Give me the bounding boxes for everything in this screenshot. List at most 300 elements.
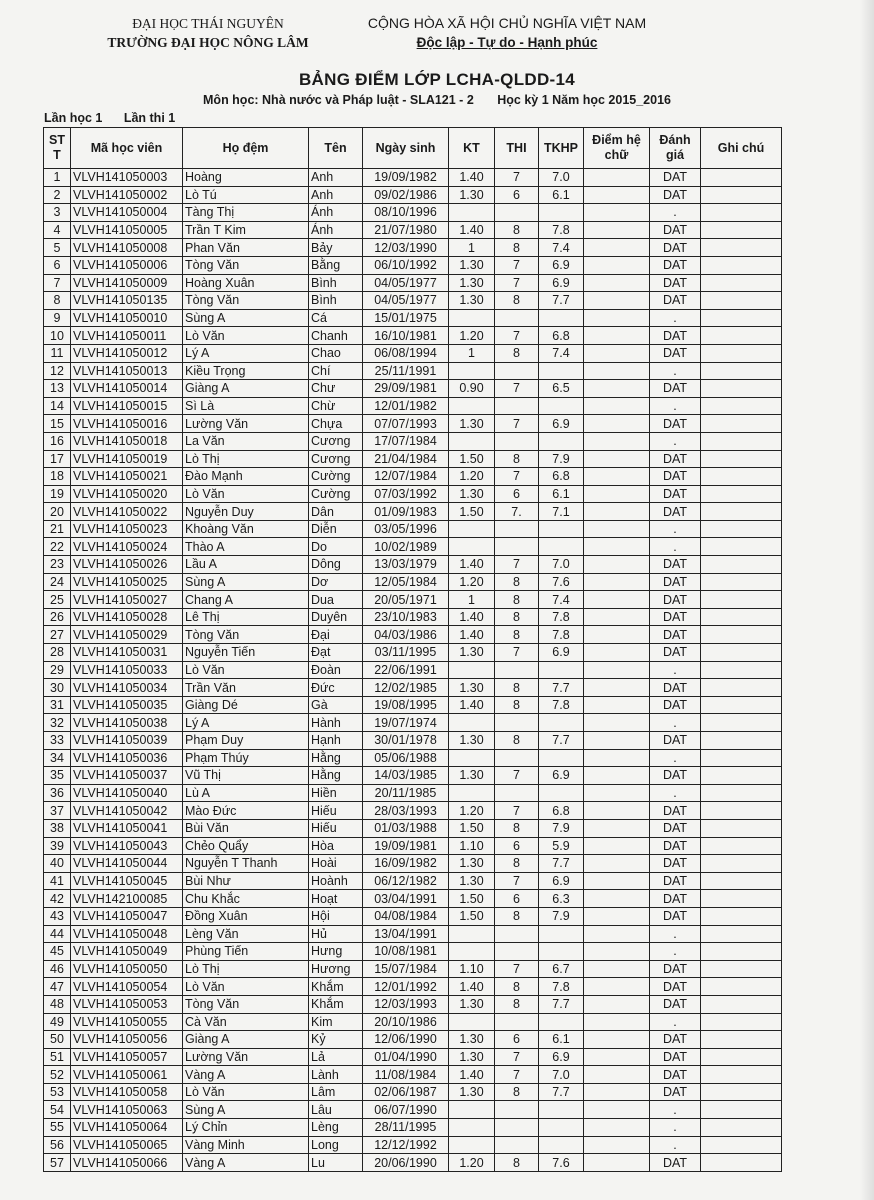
cell-thi [495, 520, 539, 538]
cell-student-id: VLVH141050029 [71, 626, 183, 644]
cell-evaluation: DAT [650, 978, 701, 996]
cell-birthdate: 19/09/1981 [363, 837, 449, 855]
cell-stt: 18 [44, 468, 71, 486]
cell-stt: 34 [44, 749, 71, 767]
cell-birthdate: 23/10/1983 [363, 608, 449, 626]
cell-birthdate: 16/09/1982 [363, 855, 449, 873]
cell-first-name: Hiền [309, 784, 363, 802]
cell-kt: 1.10 [449, 960, 495, 978]
cell-letter-grade [584, 327, 650, 345]
col-header-letter-grade: Điểm hệ chữ [584, 128, 650, 169]
cell-student-id: VLVH141050043 [71, 837, 183, 855]
cell-middle-name: Nguyễn Tiến [183, 644, 309, 662]
cell-thi: 6 [495, 1031, 539, 1049]
cell-birthdate: 01/04/1990 [363, 1048, 449, 1066]
cell-notes [701, 485, 782, 503]
cell-letter-grade [584, 890, 650, 908]
university-name: ĐẠI HỌC THÁI NGUYÊN [132, 16, 284, 31]
cell-kt [449, 538, 495, 556]
cell-middle-name: Bùi Như [183, 872, 309, 890]
cell-middle-name: Phạm Duy [183, 732, 309, 750]
cell-middle-name: Sì Là [183, 397, 309, 415]
table-row [44, 520, 782, 538]
cell-birthdate: 14/03/1985 [363, 767, 449, 785]
cell-kt: 1.40 [449, 1066, 495, 1084]
cell-evaluation: DAT [650, 890, 701, 908]
cell-birthdate: 01/09/1983 [363, 503, 449, 521]
cell-student-id: VLVH141050014 [71, 380, 183, 398]
table-row [44, 1154, 782, 1172]
cell-middle-name: Sùng A [183, 573, 309, 591]
cell-middle-name: Lù A [183, 784, 309, 802]
cell-kt: 1.50 [449, 450, 495, 468]
cell-first-name: Khắm [309, 995, 363, 1013]
cell-evaluation: . [650, 204, 701, 222]
cell-notes [701, 309, 782, 327]
cell-stt: 30 [44, 679, 71, 697]
cell-stt: 42 [44, 890, 71, 908]
cell-evaluation: DAT [650, 591, 701, 609]
cell-thi: 6 [495, 186, 539, 204]
cell-first-name: Kim [309, 1013, 363, 1031]
cell-kt: 1 [449, 591, 495, 609]
table-row [44, 432, 782, 450]
cell-birthdate: 21/04/1984 [363, 450, 449, 468]
cell-first-name: Hằng [309, 749, 363, 767]
cell-tkhp: 7.9 [539, 907, 584, 925]
cell-student-id: VLVH141050135 [71, 292, 183, 310]
cell-stt: 57 [44, 1154, 71, 1172]
cell-middle-name: Giàng Dé [183, 696, 309, 714]
cell-letter-grade [584, 415, 650, 433]
national-motto: Độc lập - Tự do - Hạnh phúc [416, 35, 598, 50]
cell-tkhp: 6.8 [539, 468, 584, 486]
cell-birthdate: 06/10/1992 [363, 256, 449, 274]
cell-evaluation: DAT [650, 1083, 701, 1101]
cell-evaluation: DAT [650, 485, 701, 503]
cell-tkhp: 6.1 [539, 485, 584, 503]
cell-tkhp: 6.1 [539, 1031, 584, 1049]
cell-notes [701, 644, 782, 662]
cell-stt: 24 [44, 573, 71, 591]
cell-stt: 27 [44, 626, 71, 644]
cell-first-name: Lả [309, 1048, 363, 1066]
cell-first-name: Cá [309, 309, 363, 327]
cell-birthdate: 16/10/1981 [363, 327, 449, 345]
cell-letter-grade [584, 978, 650, 996]
cell-evaluation: . [650, 1101, 701, 1119]
cell-evaluation: DAT [650, 239, 701, 257]
cell-letter-grade [584, 556, 650, 574]
cell-stt: 7 [44, 274, 71, 292]
cell-thi [495, 1101, 539, 1119]
cell-kt: 1.40 [449, 608, 495, 626]
cell-middle-name: Vàng Minh [183, 1136, 309, 1154]
cell-thi: 8 [495, 591, 539, 609]
cell-thi [495, 749, 539, 767]
page-title: BẢNG ĐIỂM LỚP LCHA-QLDD-14 [298, 70, 576, 89]
col-header-stt: ST T [44, 128, 71, 169]
cell-tkhp [539, 538, 584, 556]
cell-middle-name: Tàng Thị [183, 204, 309, 222]
cell-stt: 49 [44, 1013, 71, 1031]
cell-kt: 1.40 [449, 169, 495, 187]
cell-letter-grade [584, 274, 650, 292]
cell-letter-grade [584, 1154, 650, 1172]
cell-middle-name: Nguyễn T Thanh [183, 855, 309, 873]
cell-notes [701, 344, 782, 362]
cell-birthdate: 12/02/1985 [363, 679, 449, 697]
table-row [44, 890, 782, 908]
cell-birthdate: 10/08/1981 [363, 943, 449, 961]
cell-tkhp: 6.9 [539, 872, 584, 890]
cell-birthdate: 13/03/1979 [363, 556, 449, 574]
cell-birthdate: 13/04/1991 [363, 925, 449, 943]
cell-stt: 56 [44, 1136, 71, 1154]
cell-tkhp: 6.9 [539, 767, 584, 785]
cell-evaluation: DAT [650, 1031, 701, 1049]
col-header-student-id: Mã học viên [71, 128, 183, 169]
cell-middle-name: Kiều Trọng [183, 362, 309, 380]
table-row [44, 485, 782, 503]
cell-tkhp [539, 749, 584, 767]
cell-letter-grade [584, 749, 650, 767]
cell-first-name: Đức [309, 679, 363, 697]
cell-notes [701, 274, 782, 292]
cell-student-id: VLVH141050044 [71, 855, 183, 873]
cell-kt: 1.30 [449, 855, 495, 873]
cell-first-name: Hiếu [309, 802, 363, 820]
cell-notes [701, 767, 782, 785]
lan-thi-label: Lần thi 1 [123, 111, 176, 125]
cell-evaluation: DAT [650, 169, 701, 187]
col-header-birthdate: Ngày sinh [363, 128, 449, 169]
table-row [44, 503, 782, 521]
cell-middle-name: Sùng A [183, 1101, 309, 1119]
table-row [44, 573, 782, 591]
cell-student-id: VLVH141050006 [71, 256, 183, 274]
cell-thi: 6 [495, 485, 539, 503]
cell-student-id: VLVH141050041 [71, 819, 183, 837]
cell-notes [701, 186, 782, 204]
cell-thi: 8 [495, 221, 539, 239]
cell-kt: 1.40 [449, 696, 495, 714]
cell-tkhp [539, 520, 584, 538]
col-header-kt: KT [449, 128, 495, 169]
cell-kt: 1.30 [449, 274, 495, 292]
cell-first-name: Dân [309, 503, 363, 521]
cell-first-name: Cường [309, 468, 363, 486]
cell-letter-grade [584, 925, 650, 943]
col-header-middle-name: Họ đệm [183, 128, 309, 169]
cell-kt: 1.30 [449, 292, 495, 310]
table-row [44, 696, 782, 714]
cell-evaluation: DAT [650, 767, 701, 785]
national-header [352, 14, 662, 52]
cell-student-id: VLVH141050036 [71, 749, 183, 767]
table-row [44, 397, 782, 415]
col-header-thi: THI [495, 128, 539, 169]
cell-first-name: Hạnh [309, 732, 363, 750]
cell-notes [701, 890, 782, 908]
cell-tkhp: 7.0 [539, 169, 584, 187]
cell-birthdate: 01/03/1988 [363, 819, 449, 837]
cell-middle-name: Lò Văn [183, 1083, 309, 1101]
cell-stt: 21 [44, 520, 71, 538]
table-row [44, 978, 782, 996]
cell-notes [701, 1119, 782, 1137]
cell-student-id: VLVH141050061 [71, 1066, 183, 1084]
cell-evaluation: DAT [650, 503, 701, 521]
cell-stt: 12 [44, 362, 71, 380]
cell-student-id: VLVH141050038 [71, 714, 183, 732]
cell-evaluation: . [650, 520, 701, 538]
table-row [44, 802, 782, 820]
cell-tkhp: 7.8 [539, 696, 584, 714]
cell-first-name: Lèng [309, 1119, 363, 1137]
cell-first-name: Hành [309, 714, 363, 732]
table-row [44, 943, 782, 961]
cell-middle-name: Lò Văn [183, 327, 309, 345]
table-row [44, 415, 782, 433]
cell-evaluation: DAT [650, 679, 701, 697]
cell-student-id: VLVH141050011 [71, 327, 183, 345]
cell-notes [701, 292, 782, 310]
cell-first-name: Chí [309, 362, 363, 380]
cell-notes [701, 661, 782, 679]
cell-stt: 6 [44, 256, 71, 274]
cell-tkhp: 7.8 [539, 626, 584, 644]
cell-evaluation: DAT [650, 256, 701, 274]
cell-first-name: Hương [309, 960, 363, 978]
cell-evaluation: DAT [650, 221, 701, 239]
cell-tkhp: 7.7 [539, 732, 584, 750]
cell-kt: 1 [449, 344, 495, 362]
cell-tkhp [539, 1101, 584, 1119]
cell-thi [495, 714, 539, 732]
cell-student-id: VLVH141050049 [71, 943, 183, 961]
cell-kt [449, 1136, 495, 1154]
cell-letter-grade [584, 661, 650, 679]
cell-student-id: VLVH141050020 [71, 485, 183, 503]
cell-letter-grade [584, 802, 650, 820]
cell-evaluation: DAT [650, 380, 701, 398]
cell-stt: 16 [44, 432, 71, 450]
cell-letter-grade [584, 432, 650, 450]
cell-stt: 35 [44, 767, 71, 785]
cell-evaluation: DAT [650, 344, 701, 362]
cell-notes [701, 837, 782, 855]
cell-kt: 1.30 [449, 872, 495, 890]
cell-tkhp: 7.8 [539, 221, 584, 239]
col-header-notes: Ghi chú [701, 128, 782, 169]
cell-tkhp: 7.6 [539, 1154, 584, 1172]
cell-thi [495, 925, 539, 943]
cell-middle-name: Lò Văn [183, 485, 309, 503]
table-row [44, 468, 782, 486]
cell-middle-name: Trần T Kim [183, 221, 309, 239]
table-row [44, 872, 782, 890]
cell-evaluation: . [650, 362, 701, 380]
cell-birthdate: 12/03/1990 [363, 239, 449, 257]
cell-thi [495, 1119, 539, 1137]
cell-evaluation: DAT [650, 995, 701, 1013]
cell-notes [701, 732, 782, 750]
cell-kt: 1.30 [449, 1048, 495, 1066]
cell-stt: 38 [44, 819, 71, 837]
cell-notes [701, 907, 782, 925]
cell-notes [701, 591, 782, 609]
table-row [44, 1119, 782, 1137]
cell-thi [495, 661, 539, 679]
cell-student-id: VLVH141050015 [71, 397, 183, 415]
cell-stt: 19 [44, 485, 71, 503]
cell-thi: 8 [495, 450, 539, 468]
cell-birthdate: 07/03/1992 [363, 485, 449, 503]
cell-evaluation: DAT [650, 468, 701, 486]
cell-kt [449, 1101, 495, 1119]
cell-evaluation: DAT [650, 644, 701, 662]
cell-birthdate: 03/05/1996 [363, 520, 449, 538]
cell-letter-grade [584, 1048, 650, 1066]
cell-thi: 8 [495, 292, 539, 310]
cell-student-id: VLVH141050023 [71, 520, 183, 538]
cell-middle-name: Phùng Tiến [183, 943, 309, 961]
cell-first-name: Ánh [309, 204, 363, 222]
cell-student-id: VLVH141050021 [71, 468, 183, 486]
cell-student-id: VLVH141050057 [71, 1048, 183, 1066]
cell-thi: 8 [495, 1083, 539, 1101]
cell-thi [495, 309, 539, 327]
cell-kt: 1.10 [449, 837, 495, 855]
cell-letter-grade [584, 1119, 650, 1137]
table-row [44, 907, 782, 925]
cell-evaluation: DAT [650, 292, 701, 310]
cell-kt: 1 [449, 239, 495, 257]
cell-letter-grade [584, 397, 650, 415]
cell-letter-grade [584, 784, 650, 802]
cell-tkhp: 7.4 [539, 591, 584, 609]
cell-student-id: VLVH141050016 [71, 415, 183, 433]
cell-middle-name: Đồng Xuân [183, 907, 309, 925]
cell-first-name: Chao [309, 344, 363, 362]
cell-evaluation: DAT [650, 907, 701, 925]
cell-tkhp: 7.1 [539, 503, 584, 521]
cell-middle-name: Lèng Văn [183, 925, 309, 943]
cell-stt: 36 [44, 784, 71, 802]
cell-letter-grade [584, 608, 650, 626]
cell-student-id: VLVH141050010 [71, 309, 183, 327]
cell-evaluation: . [650, 538, 701, 556]
cell-evaluation: DAT [650, 732, 701, 750]
cell-tkhp [539, 943, 584, 961]
cell-kt: 1.30 [449, 186, 495, 204]
cell-thi: 7 [495, 468, 539, 486]
cell-evaluation: DAT [650, 626, 701, 644]
cell-middle-name: Tòng Văn [183, 292, 309, 310]
cell-kt [449, 1119, 495, 1137]
table-row [44, 749, 782, 767]
cell-birthdate: 28/11/1995 [363, 1119, 449, 1137]
cell-letter-grade [584, 855, 650, 873]
cell-evaluation: . [650, 397, 701, 415]
cell-stt: 4 [44, 221, 71, 239]
cell-notes [701, 256, 782, 274]
cell-evaluation: . [650, 749, 701, 767]
table-row [44, 169, 782, 187]
table-row [44, 855, 782, 873]
cell-stt: 50 [44, 1031, 71, 1049]
cell-thi: 7 [495, 872, 539, 890]
cell-kt: 1.20 [449, 1154, 495, 1172]
cell-thi: 7. [495, 503, 539, 521]
cell-thi: 6 [495, 890, 539, 908]
cell-stt: 25 [44, 591, 71, 609]
cell-birthdate: 28/03/1993 [363, 802, 449, 820]
cell-kt: 1.20 [449, 327, 495, 345]
cell-middle-name: Đào Mạnh [183, 468, 309, 486]
cell-notes [701, 503, 782, 521]
cell-student-id: VLVH141050005 [71, 221, 183, 239]
table-row [44, 221, 782, 239]
cell-student-id: VLVH141050047 [71, 907, 183, 925]
cell-notes [701, 802, 782, 820]
cell-thi: 7 [495, 802, 539, 820]
cell-first-name: Hủ [309, 925, 363, 943]
cell-birthdate: 20/06/1990 [363, 1154, 449, 1172]
cell-student-id: VLVH141050054 [71, 978, 183, 996]
cell-kt [449, 362, 495, 380]
cell-birthdate: 12/01/1982 [363, 397, 449, 415]
cell-birthdate: 19/08/1995 [363, 696, 449, 714]
cell-notes [701, 696, 782, 714]
cell-student-id: VLVH141050064 [71, 1119, 183, 1137]
table-header-row [44, 128, 782, 169]
cell-evaluation: . [650, 714, 701, 732]
cell-tkhp: 7.0 [539, 556, 584, 574]
cell-letter-grade [584, 943, 650, 961]
cell-first-name: Lâu [309, 1101, 363, 1119]
cell-middle-name: Mào Đức [183, 802, 309, 820]
cell-letter-grade [584, 679, 650, 697]
cell-thi: 8 [495, 1154, 539, 1172]
cell-student-id: VLVH141050055 [71, 1013, 183, 1031]
cell-thi [495, 432, 539, 450]
cell-first-name: Do [309, 538, 363, 556]
cell-evaluation: DAT [650, 327, 701, 345]
cell-student-id: VLVH141050013 [71, 362, 183, 380]
cell-kt: 1.20 [449, 573, 495, 591]
cell-evaluation: DAT [650, 415, 701, 433]
cell-middle-name: Lê Thị [183, 608, 309, 626]
cell-birthdate: 15/07/1984 [363, 960, 449, 978]
cell-letter-grade [584, 591, 650, 609]
cell-notes [701, 221, 782, 239]
cell-letter-grade [584, 907, 650, 925]
table-row [44, 256, 782, 274]
cell-notes [701, 978, 782, 996]
table-row [44, 837, 782, 855]
institution-header [88, 14, 328, 52]
cell-tkhp: 7.0 [539, 1066, 584, 1084]
cell-middle-name: Thào A [183, 538, 309, 556]
cell-letter-grade [584, 696, 650, 714]
cell-middle-name: Vũ Thị [183, 767, 309, 785]
score-table [43, 127, 782, 1172]
cell-birthdate: 10/02/1989 [363, 538, 449, 556]
lan-hoc-label: Lần học 1 [44, 111, 103, 125]
cell-evaluation: DAT [650, 960, 701, 978]
